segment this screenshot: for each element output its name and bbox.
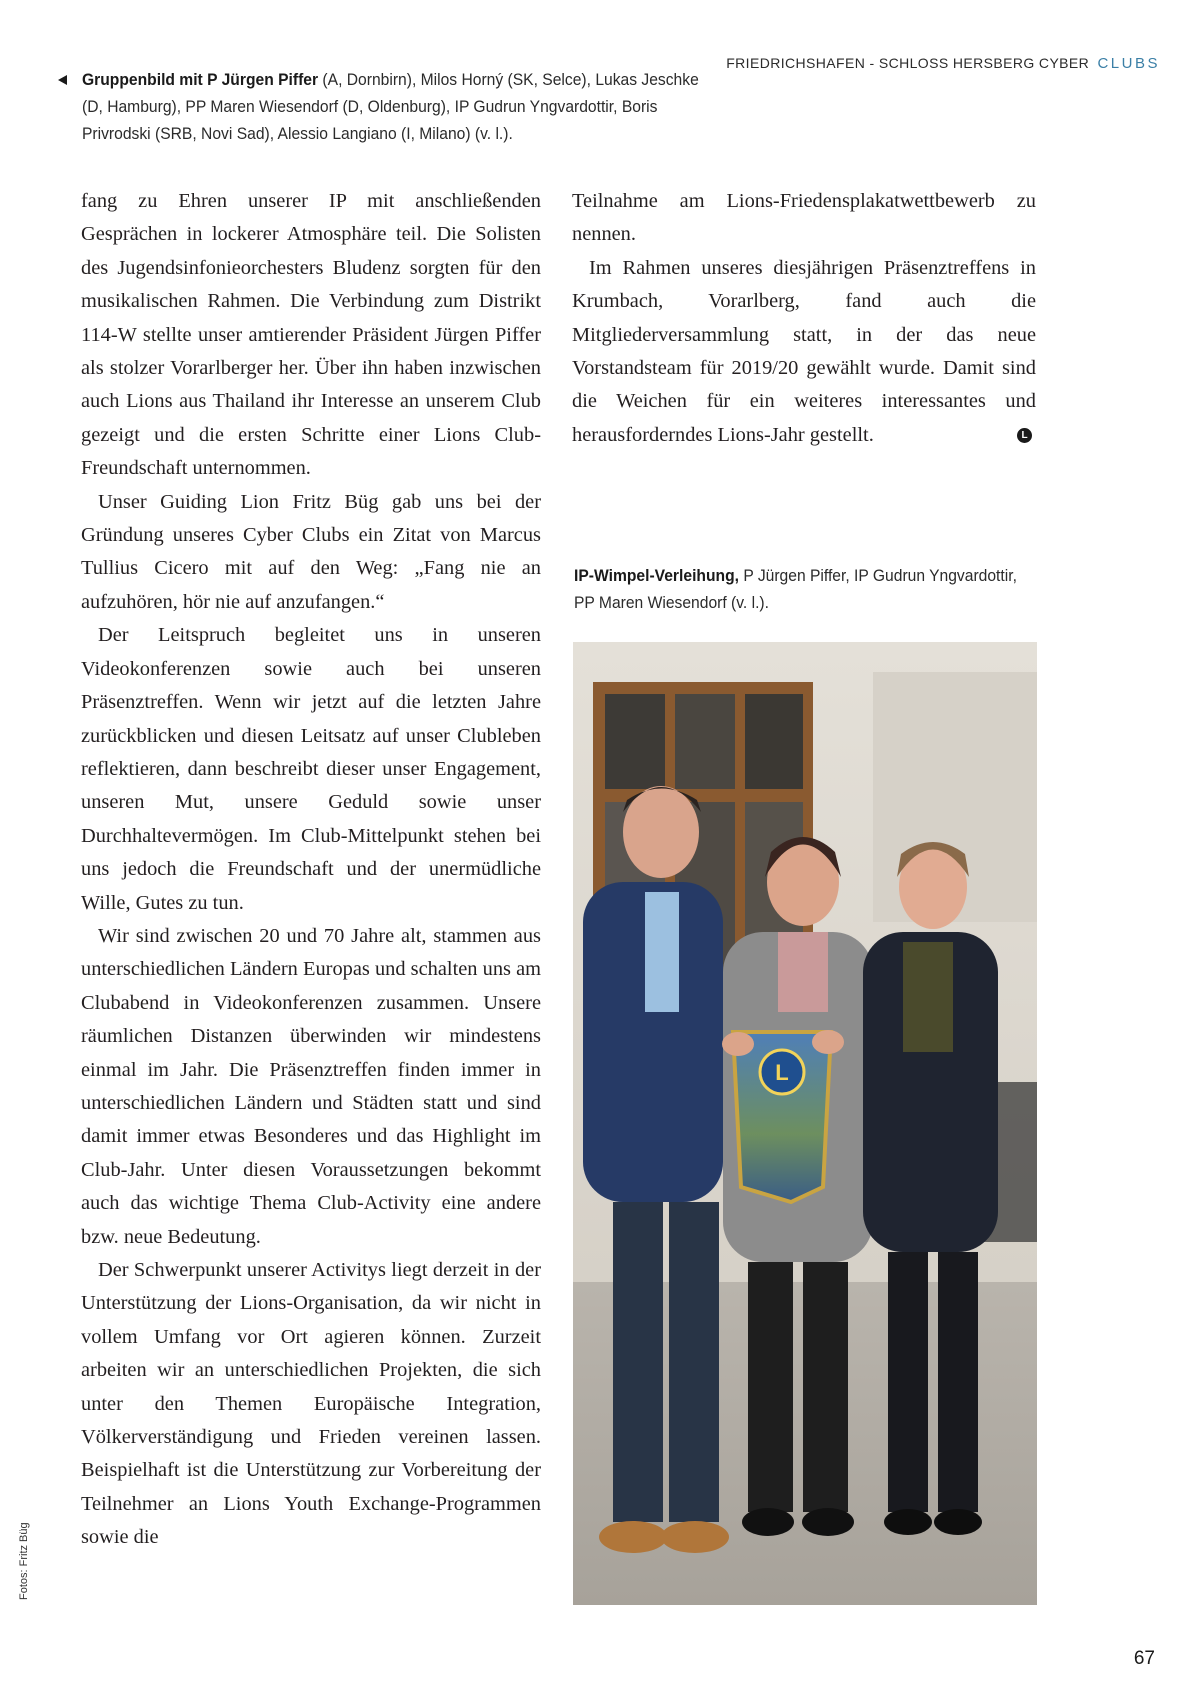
photo-caption-title: IP-Wimpel-Verleihung, [574, 566, 739, 585]
page-number: 67 [1133, 1648, 1155, 1669]
caption-arrow-icon [58, 75, 67, 85]
article-paragraph-text: Im Rahmen unseres diesjährigen Präsenztreffens in Krumbach, Vorarlberg, fand auch die Mitgliederversammlung statt, in der das neue Vorstandsteam für 2019/20 gewählt wurde. Damit sind die Weichen für ein weiteres interessantes und herausforderndes Lions-Jahr gestellt. [572, 256, 1036, 446]
group-photo-caption-title: Gruppenbild mit P Jürgen Piffer [82, 70, 319, 89]
lions-end-mark-icon: L [1017, 428, 1032, 443]
article-paragraph: Wir sind zwischen 20 und 70 Jahre alt, stammen aus unterschiedlichen Ländern Europas und schalten uns am Clubabend in Videokonferenzen zusammen. Unsere räumlichen Distanzen überwinden wir mindestens einmal im Jahr. Die Präsenztreffen finden immer in unterschiedlichen Ländern und Städten statt und sind damit immer etwas Besonderes und das Highlight im Club-Jahr. Unter diesen Voraussetzungen bekommt auch das wichtige Thema Club-Activity eine andere bzw. neue Bedeutung. [81, 924, 541, 1248]
article-paragraph: fang zu Ehren unserer IP mit anschließenden Gesprächen in lockerer Atmosphäre teil. Die Solisten des Jugendsinfonieorchesters Bludenz sorgten für den musikalischen Rahmen. Die Verbindung zum Distrikt 114-W stellte unser amtierender Präsident Jürgen Piffer als stolzer Vorarlberger her. Über ihn haben inzwischen auch Lions aus Thailand ihr Interesse an unserem Club gezeigt und die ersten Schritte einer Lions Club-Freundschaft unternommen. [81, 190, 541, 480]
svg-text:L: L [775, 1060, 789, 1085]
article-paragraph: Der Leitspruch begleitet uns in unseren Videokonferenzen sowie auch bei unseren Präsenztreffen. Wenn wir jetzt auf die letzten Jahre zurückblicken und diesen Leitsatz auf unser Clubleben reflektieren, dann beschreibt dieser unser Engagement, unseren Mut, unsere Geduld sowie unser Durchhaltevermögen. Im Club-Mittelpunkt stehen bei uns jedoch die Freundschaft und der unermüdliche Wille, Gutes zu tun. [81, 624, 541, 914]
article-paragraph: Unser Guiding Lion Fritz Büg gab uns bei der Gründung unseres Cyber Clubs ein Zitat von Marcus Tullius Cicero mit auf den Weg: „Fang nie an aufzuhören, hör nie auf anzufangen.“ [81, 490, 541, 613]
running-head [726, 55, 1160, 72]
photo-caption-text: P Jürgen Piffer, IP Gudrun Yngvardottir, PP Maren Wiesendorf (v. l.). [574, 566, 1017, 612]
group-photo-caption-text: (A, Dornbirn), Milos Horný (SK, Selce), Lukas Jeschke (D, Hamburg), PP Maren Wiesendorf (D, Oldenburg), IP Gudrun Yngvardottir, Boris Privrodski (SRB, Novi Sad), Alessio Langiano (I, Milano) (v. l.). [82, 70, 699, 143]
section-label: CLUBS [1097, 55, 1160, 72]
article-paragraph: Teilnahme am Lions-Friedensplakatwettbewerb zu nennen. [572, 190, 1036, 246]
article-paragraph: Der Schwerpunkt unserer Activitys liegt derzeit in der Unterstützung der Lions-Organisation, da wir nicht in vollem Umfang vor Ort agieren können. Zurzeit arbeiten wir an unterschiedlichen Projekten, die sich unter den Themen Europäische Integration, Völkerverständigung und Frieden vereinen lassen. Beispielhaft ist die Unterstützung zur Vorbereitung der Teilnehmer an Lions Youth Exchange-Programmen sowie die [81, 1259, 541, 1549]
article-column-left [81, 185, 541, 1555]
photo-caption [574, 562, 1034, 616]
photo-credit: Fotos: Fritz Büg [18, 1522, 30, 1600]
pennant-ceremony-photo [573, 642, 1037, 1605]
running-head-title: FRIEDRICHSHAFEN - SCHLOSS HERSBERG CYBER [726, 55, 1090, 71]
article-paragraph-last [572, 252, 1036, 452]
article-column-right [572, 185, 1036, 452]
group-photo-caption [82, 66, 719, 147]
